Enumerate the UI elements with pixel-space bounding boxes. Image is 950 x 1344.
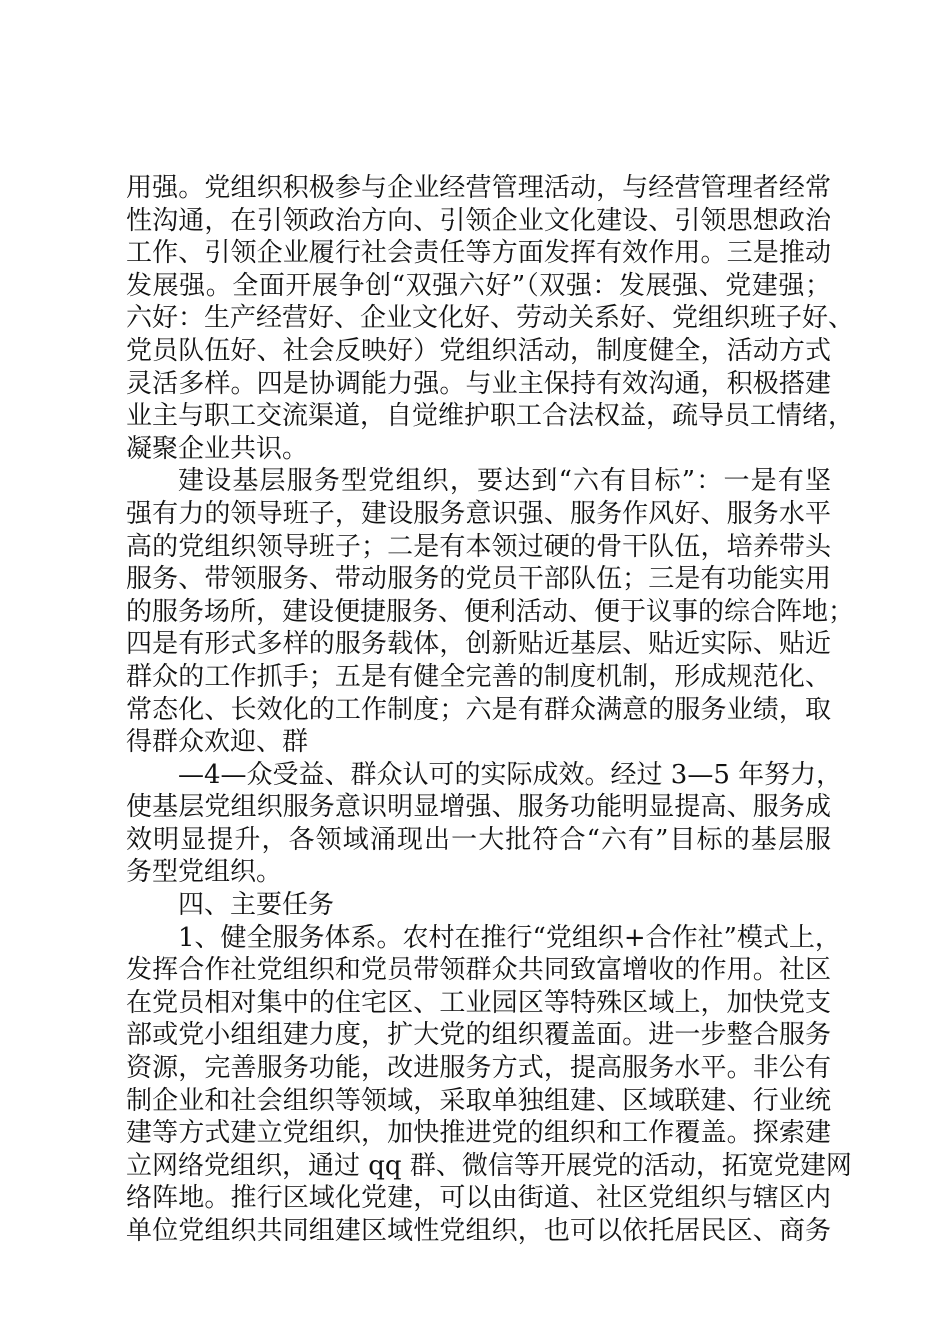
text-line: 高的党组织领导班子；二是有本领过硬的骨干队伍，培养带头 — [126, 531, 831, 562]
text-line: 强有力的领导班子，建设服务意识强、服务作风好、服务水平 — [126, 498, 831, 529]
text-line: 党员队伍好、社会反映好）党组织活动，制度健全，活动方式 — [126, 335, 831, 366]
text-line: 用强。党组织积极参与企业经营管理活动，与经营管理者经常 — [126, 173, 831, 203]
text-line: 制企业和社会组织等领域，采取单独组建、区域联建、行业统 — [126, 1085, 831, 1116]
text-line: 性沟通，在引领政治方向、引领企业文化建设、引领思想政治 — [126, 205, 831, 236]
text-line: 部或党小组组建力度，扩大党的组织覆盖面。进一步整合服务 — [126, 1020, 831, 1051]
text-line: 务型党组织。 — [126, 857, 283, 888]
text-line: 发挥合作社党组织和党员带领群众共同致富增收的作用。社区 — [126, 955, 831, 986]
text-line: 工作、引领企业履行社会责任等方面发挥有效作用。三是推动 — [126, 238, 831, 269]
text-line: 在党员相对集中的住宅区、工业园区等特殊区域上，加快党支 — [126, 987, 831, 1018]
text-line: 络阵地。推行区域化党建，可以由街道、社区党组织与辖区内 — [126, 1183, 831, 1214]
text-line: 凝聚企业共识。 — [126, 433, 309, 464]
section-heading: 四、主要任务 — [178, 890, 335, 921]
text-line: 1、健全服务体系。农村在推行“党组织+合作社”模式上， — [178, 922, 841, 953]
text-line: 服务、带领服务、带动服务的党员干部队伍；三是有功能实用 — [126, 564, 831, 595]
text-line: 四是有形式多样的服务载体，创新贴近基层、贴近实际、贴近 — [126, 629, 831, 660]
text-line: 六好：生产经营好、企业文化好、劳动关系好、党组织班子好、 — [126, 303, 855, 334]
document-body — [126, 172, 855, 1248]
text-line: —4—众受益、群众认可的实际成效。经过 3—5 年努力， — [178, 759, 843, 790]
text-line: 使基层党组织服务意识明显增强、服务功能明显提高、服务成 — [126, 792, 831, 823]
text-line: 建等方式建立党组织，加快推进党的组织和工作覆盖。探索建 — [126, 1118, 831, 1149]
text-line: 业主与职工交流渠道，自觉维护职工合法权益，疏导员工情绪， — [126, 401, 855, 432]
text-line: 效明显提升，各领域涌现出一大批符合“六有”目标的基层服 — [126, 824, 831, 855]
text-line: 发展强。全面开展争创“双强六好”（双强：发展强、党建强； — [126, 270, 831, 301]
text-line: 常态化、长效化的工作制度；六是有群众满意的服务业绩，取 — [126, 694, 831, 725]
text-line: 灵活多样。四是协调能力强。与业主保持有效沟通，积极搭建 — [126, 368, 831, 399]
text-line: 资源，完善服务功能，改进服务方式，提高服务水平。非公有 — [126, 1053, 831, 1084]
text-line: 单位党组织共同组建区域性党组织，也可以依托居民区、商务 — [126, 1216, 831, 1246]
text-line: 得群众欢迎、群 — [126, 727, 309, 758]
text-line: 的服务场所，建设便捷服务、便利活动、便于议事的综合阵地； — [126, 596, 855, 627]
text-line: 建设基层服务型党组织，要达到“六有目标”：一是有坚 — [178, 466, 831, 497]
text-line: 群众的工作抓手；五是有健全完善的制度机制，形成规范化、 — [126, 661, 831, 692]
text-line: 立网络党组织，通过 qq 群、微信等开展党的活动，拓宽党建网 — [126, 1150, 852, 1181]
